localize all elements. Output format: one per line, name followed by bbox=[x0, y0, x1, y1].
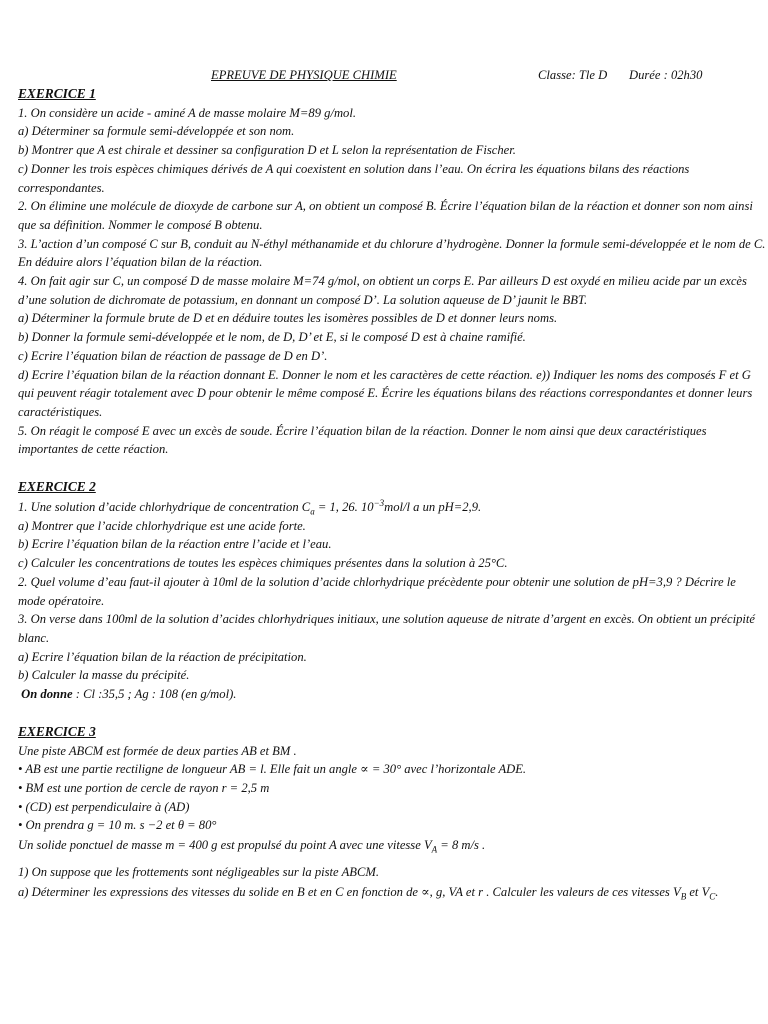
exam-header bbox=[18, 66, 766, 85]
exercise-3-title: EXERCICE 3 bbox=[18, 723, 96, 739]
ex2-line: 3. On verse dans 100ml de la solution d’acides chlorhydriques initiaux, une solution aqueuse de nitrate d’argent en excès. On obtient un précipité blanc. bbox=[18, 612, 755, 645]
ex2-line1-suffix: a un pH=2,9. bbox=[410, 499, 482, 514]
ex3-vc-symbol: V bbox=[701, 884, 710, 899]
ex3-vb-symbol: V bbox=[672, 884, 681, 899]
ex2-formula-eq: = 1, 26. 10 bbox=[314, 499, 374, 514]
ex3-mass-prefix: Un solide ponctuel de masse m = 400 g est propulsé du point A avec une vitesse bbox=[18, 838, 424, 853]
ex3-formula-sub: A bbox=[431, 844, 438, 855]
ex2-line: b) Calculer la masse du précipité. bbox=[18, 668, 190, 683]
ex3-line: Une piste ABCM est formée de deux parties AB et BM . bbox=[18, 743, 297, 758]
ex3-formula-eq: = 8 m/s bbox=[437, 838, 479, 853]
ex1-line: 4. On fait agir sur C, un composé D de masse molaire M=74 g/mol, on obtient un corps E. Par ailleurs D est oxydé en milieu acide par un excès d’une solution de dichromate de potassium, en donnant un composé D’. La solution aqueuse de D’ jaunit le BBT. bbox=[18, 274, 747, 307]
ex3-vb-sub: B bbox=[680, 891, 687, 902]
ex3-line: • (CD) est perpendiculaire à (AD) bbox=[18, 799, 190, 814]
exercise-2 bbox=[18, 478, 766, 704]
ex1-line: b) Donner la formule semi-développée et le nom, de D, D’ et E, si le composé D est à chaine ramifié. bbox=[18, 330, 526, 345]
ex3-question-1a bbox=[18, 882, 766, 902]
ex3-vc-sub: C bbox=[709, 891, 716, 902]
ex2-line: a) Montrer que l’acide chlorhydrique est une acide forte. bbox=[18, 518, 306, 533]
ex3-formula-V: V bbox=[423, 838, 432, 853]
ex1-line: a) Déterminer la formule brute de D et en déduire toutes les isomères possibles de D et donner leurs noms. bbox=[18, 311, 558, 326]
exercise-3 bbox=[18, 723, 766, 902]
ex2-given-text: : Cl :35,5 ; Ag : 108 (en g/mol). bbox=[72, 687, 237, 702]
ex2-concentration-line bbox=[18, 497, 766, 517]
ex2-formula-C: C bbox=[301, 499, 311, 514]
ex3-mass-line bbox=[18, 835, 766, 855]
ex3-mass-suffix: . bbox=[478, 838, 486, 853]
ex2-given-label: On donne bbox=[21, 687, 73, 702]
class-label: Classe: Tle D bbox=[538, 68, 608, 82]
ex2-formula-sub: a bbox=[310, 506, 315, 517]
ex2-line: b) Ecrire l’équation bilan de la réaction entre l’acide et l’eau. bbox=[18, 537, 332, 552]
ex1-line: 5. On réagit le composé E avec un excès de soude. Écrire l’équation bilan de la réaction. Donner le nom ainsi que deux caractéristiques importantes de cette réaction. bbox=[18, 423, 707, 457]
ex2-line1-prefix: 1. Une solution d’acide chlorhydrique de concentration bbox=[18, 499, 302, 514]
exercise-1-title: EXERCICE 1 bbox=[18, 86, 96, 101]
ex3-line: • On prendra g = 10 m. s −2 et θ = 80° bbox=[18, 818, 217, 833]
ex3-qa-text: a) Déterminer les expressions des vitesses du solide en B et en C en fonction de ∝, g, VA et r . Calculer les valeurs de ces vitesses bbox=[18, 884, 673, 899]
ex1-line: c) Donner les trois espèces chimiques dérivés de A qui coexistent en solution dans l’eau. On écrira les équations bilans des réactions correspondantes. bbox=[18, 161, 690, 195]
ex3-et: et bbox=[686, 884, 702, 899]
ex2-given-data bbox=[18, 685, 766, 704]
ex1-line: 3. L’action d’un composé C sur B, conduit au N-éthyl méthanamide et du chlorure d’hydrogène. Donner la formule semi-développée et le nom de C. En déduire alors l’équation bilan de la réaction. bbox=[18, 236, 766, 270]
exam-title: EPREUVE DE PHYSIQUE CHIMIE bbox=[211, 68, 397, 82]
ex1-line: d) Ecrire l’équation bilan de la réaction donnant E. Donner le nom et les caractères de cette réaction. e)) Indiquer les noms des composés F et G qui peuvent réagir totalement avec D pour obtenir le même composé E. Écrire les équations bilans des réactions correspondantes et donner leurs caractéristiques. bbox=[18, 367, 753, 419]
ex3-qa-end: . bbox=[715, 884, 719, 899]
ex1-line: b) Montrer que A est chirale et dessiner sa configuration D et L selon la représentation de Fischer. bbox=[18, 143, 516, 158]
ex3-question-1: 1) On suppose que les frottements sont négligeables sur la piste ABCM. bbox=[18, 865, 379, 880]
ex2-line: c) Calculer les concentrations de toutes les espèces chimiques présentes dans la solution à 25°C. bbox=[18, 556, 508, 571]
exercise-2-title: EXERCICE 2 bbox=[18, 479, 96, 495]
ex1-line: c) Ecrire l’équation bilan de réaction de passage de D en D’. bbox=[18, 348, 328, 363]
ex2-formula-unit: mol/l bbox=[384, 499, 411, 514]
ex1-line: a) Déterminer sa formule semi-développée et son nom. bbox=[18, 124, 295, 139]
ex1-line: 1. On considère un acide - aminé A de masse molaire M=89 g/mol. bbox=[18, 105, 356, 120]
ex1-line: 2. On élimine une molécule de dioxyde de carbone sur A, on obtient un composé B. Écrire l’équation bilan de la réaction et donner son nom ainsi que sa définition. Nommer le composé B obtenu. bbox=[18, 199, 753, 232]
ex3-line: • AB est une partie rectiligne de longueur AB = l. Elle fait un angle ∝ = 30° avec l’horizontale ADE. bbox=[18, 762, 527, 777]
ex2-line: a) Ecrire l’équation bilan de la réaction de précipitation. bbox=[18, 649, 307, 664]
exercise-1 bbox=[18, 85, 766, 459]
ex2-formula-exp: −3 bbox=[373, 497, 385, 508]
exam-page bbox=[18, 66, 766, 902]
ex3-line: • BM est une portion de cercle de rayon r = 2,5 m bbox=[18, 780, 270, 795]
duration-label: Durée : 02h30 bbox=[629, 68, 703, 82]
ex2-line: 2. Quel volume d’eau faut-il ajouter à 10ml de la solution d’acide chlorhydrique précèdente pour obtenir une solution de pH=3,9 ? Décrire le mode opératoire. bbox=[18, 574, 736, 608]
